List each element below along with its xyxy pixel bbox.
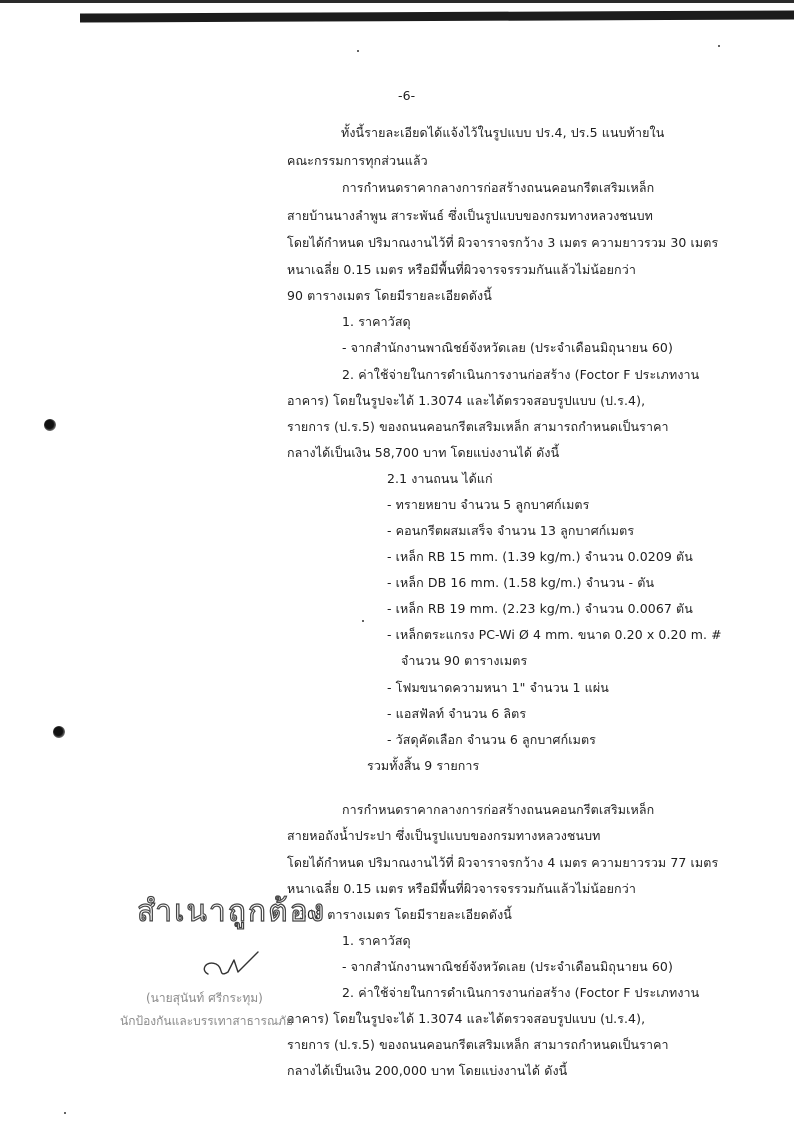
scan-speck — [64, 1112, 66, 1114]
signature-mark — [198, 946, 278, 986]
list-item-1: - ทรายหยาบ จำนวน 5 ลูกบาศก์เมตร — [387, 497, 590, 512]
body-line-14: 2.1 งานถนน ได้แก่ — [387, 471, 493, 486]
page-number: -6- — [398, 88, 416, 103]
list-total: รวมทั้งสิ้น 9 รายการ — [367, 758, 480, 773]
body-line-28: โดยได้กำหนด ปริมาณงานไว้ที่ ผิวจาราจรกว้าง 4 เมตร ความยาวรวม 77 เมตร — [287, 855, 719, 870]
body-line-10: 2. ค่าใช้จ่ายในการดำเนินการงานก่อสร้าง (Foctor F ประเภทงาน — [342, 367, 700, 382]
body-line-36: กลางได้เป็นเงิน 200,000 บาท โดยแบ่งงานได้ ดังนี้ — [287, 1063, 568, 1078]
scan-top-edge — [0, 0, 794, 26]
body-line-5: โดยได้กำหนด ปริมาณงานไว้ที่ ผิวจาราจรกว้าง 3 เมตร ความยาวรวม 30 เมตร — [287, 235, 719, 250]
body-line-9: - จากสำนักงานพาณิชย์จังหวัดเลย (ประจำเดือนมิถุนายน 60) — [342, 340, 673, 355]
scan-speck — [362, 620, 364, 622]
list-item-5: - เหล็ก RB 19 mm. (2.23 kg/m.) จำนวน 0.0067 ตัน — [387, 601, 693, 616]
body-line-33: 2. ค่าใช้จ่ายในการดำเนินการงานก่อสร้าง (Foctor F ประเภทงาน — [342, 985, 700, 1000]
body-line-13: กลางได้เป็นเงิน 58,700 บาท โดยแบ่งงานได้ ดังนี้ — [287, 445, 560, 460]
body-line-1: ทั้งนี้รายละเอียดได้แจ้งไว้ในรูปแบบ ปร.4, ปร.5 แนบท้ายใน — [341, 125, 665, 140]
body-line-7: 90 ตารางเมตร โดยมีรายละเอียดดังนี้ — [287, 288, 492, 303]
body-line-8: 1. ราคาวัสดุ — [342, 314, 411, 329]
body-line-3: การกำหนดราคากลางการก่อสร้างถนนคอนกรีตเสริมเหล็ก — [342, 180, 655, 195]
signer-name: (นายสุนันท์ ศรีกระทุม) — [146, 991, 263, 1005]
list-item-2: - คอนกรีตผสมเสร็จ จำนวน 13 ลูกบาศก์เมตร — [387, 523, 635, 538]
scan-speck — [357, 50, 359, 52]
punch-hole-top — [44, 419, 56, 431]
list-item-6-cont: จำนวน 90 ตารางเมตร — [401, 653, 528, 668]
body-line-34: อาคาร) โดยในรูปจะได้ 1.3074 และได้ตรวจสอบรูปแบบ (ป.ร.4), — [287, 1011, 646, 1026]
body-line-32: - จากสำนักงานพาณิชย์จังหวัดเลย (ประจำเดือนมิถุนายน 60) — [342, 959, 673, 974]
body-line-26: การกำหนดราคากลางการก่อสร้างถนนคอนกรีตเสริมเหล็ก — [342, 802, 655, 817]
list-item-9: - วัสดุคัดเลือก จำนวน 6 ลูกบาศก์เมตร — [387, 732, 596, 747]
list-item-8: - แอสฟัลท์ จำนวน 6 ลิตร — [387, 706, 527, 721]
body-line-2: คณะกรรมการทุกส่วนแล้ว — [287, 153, 428, 168]
signer-position: นักป้องกันและบรรเทาสาธารณภัย — [120, 1014, 294, 1028]
punch-hole-bottom — [53, 726, 65, 738]
body-line-11: อาคาร) โดยในรูปจะได้ 1.3074 และได้ตรวจสอบรูปแบบ (ป.ร.4), — [287, 393, 646, 408]
body-line-29: หนาเฉลี่ย 0.15 เมตร หรือมีพื้นที่ผิวจารจรรวมกันแล้วไม่น้อยกว่า — [287, 881, 636, 896]
body-line-31: 1. ราคาวัสดุ — [342, 933, 411, 948]
list-item-3: - เหล็ก RB 15 mm. (1.39 kg/m.) จำนวน 0.0209 ตัน — [387, 549, 693, 564]
scan-speck — [718, 45, 720, 47]
body-line-27: สายหอถังน้ำประปา ซึ่งเป็นรูปแบบของกรมทางหลวงชนบท — [287, 828, 601, 843]
body-line-4: สายบ้านนางลำพูน สาระพันธ์ ซึ่งเป็นรูปแบบของกรมทางหลวงชนบท — [287, 208, 654, 223]
body-line-35: รายการ (ป.ร.5) ของถนนคอนกรีตเสริมเหล็ก สามารถกำหนดเป็นราคา — [287, 1037, 669, 1052]
body-line-30: 308 ตารางเมตร โดยมีรายละเอียดดังนี้ — [299, 907, 512, 922]
list-item-6: - เหล็กตระแกรง PC-Wi Ø 4 mm. ขนาด 0.20 x 0.20 m. # — [387, 627, 722, 642]
body-line-12: รายการ (ป.ร.5) ของถนนคอนกรีตเสริมเหล็ก สามารถกำหนดเป็นราคา — [287, 419, 669, 434]
body-line-6: หนาเฉลี่ย 0.15 เมตร หรือมีพื้นที่ผิวจารจรรวมกันแล้วไม่น้อยกว่า — [287, 262, 636, 277]
list-item-7: - โฟมขนาดความหนา 1" จำนวน 1 แผ่น — [387, 680, 609, 695]
list-item-4: - เหล็ก DB 16 mm. (1.58 kg/m.) จำนวน - ตัน — [387, 575, 655, 590]
certified-copy-stamp: สำเนาถูกต้อง — [137, 895, 327, 928]
